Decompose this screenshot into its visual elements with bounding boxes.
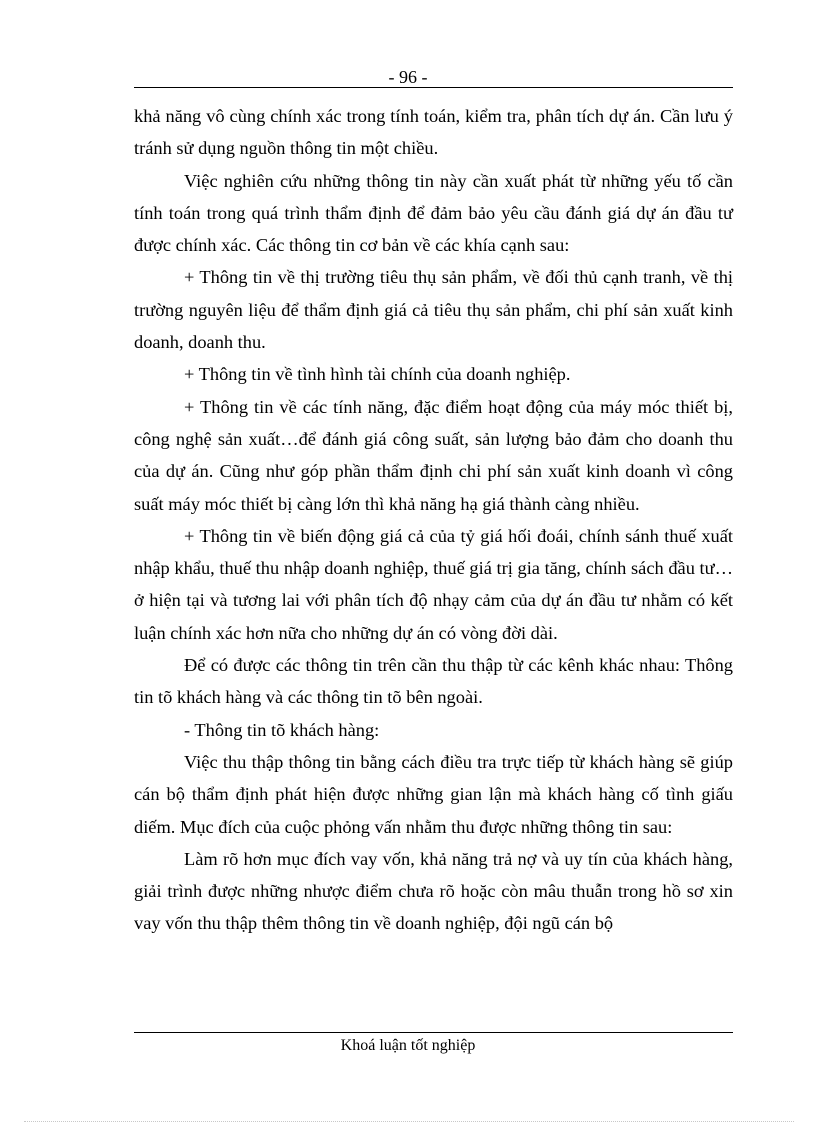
header-rule [134,87,733,88]
paragraph-8: - Thông tin tõ khách hàng: [184,719,380,740]
footer-text: Khoá luận tốt nghiệp [340,1037,476,1054]
page-edge-divider [24,1121,794,1122]
paragraph-1: khả năng vô cùng chính xác trong tính toán, kiểm tra, phân tích dự án. Cần lưu ý tránh sử dụng nguồn thông tin một chiều. [134,106,733,159]
paragraph-2: Việc nghiên cứu những thông tin này cần xuất phát từ những yếu tố cần tính toán trong quá trình thẩm định để đảm bảo yêu cầu đánh giá dự án đầu tư được chính xác. Các thông tin cơ bản về các khía cạnh sau: [134,170,733,256]
footer-rule [134,1032,733,1033]
paragraph-3: + Thông tin về thị trường tiêu thụ sản phẩm, về đối thủ cạnh tranh, về thị trường nguyên liệu để thẩm định giá cả tiêu thụ sản phẩm, chi phí sản xuất kinh doanh, doanh thu. [134,267,733,353]
paragraph-10: Làm rõ hơn mục đích vay vốn, khả năng trả nợ và uy tín của khách hàng, giải trình được những nhược điểm chưa rõ hoặc còn mâu thuẫn trong hồ sơ xin vay vốn thu thập thêm thông tin về doanh nghiệp, đội ngũ cán bộ [134,848,733,934]
page-number: - 96 - [388,67,428,87]
paragraph-7: Để có được các thông tin trên cần thu thập từ các kênh khác nhau: Thông tin tõ khách hàng và các thông tin tõ bên ngoài. [134,655,733,708]
paragraph-6: + Thông tin về biến động giá cả của tỷ giá hối đoái, chính sánh thuế xuất nhập khẩu, thuế thu nhập doanh nghiệp, thuế giá trị gia tăng, chính sách đầu tư…ở hiện tại và tương lai với phân tích độ nhạy cảm của dự án đầu tư nhằm có kết luận chính xác hơn nữa cho những dự án có vòng đời dài. [134,525,733,643]
paragraph-5: + Thông tin về các tính năng, đặc điểm hoạt động của máy móc thiết bị, công nghệ sản xuất…để đánh giá công suất, sản lượng bảo đảm cho doanh thu của dự án. Cũng như góp phần thẩm định chi phí sản xuất kinh doanh vì công suất máy móc thiết bị càng lớn thì khả năng hạ giá thành càng nhiều. [134,396,733,514]
body-text [134,100,733,940]
paragraph-9: Việc thu thập thông tin bằng cách điều tra trực tiếp từ khách hàng sẽ giúp cán bộ thẩm định phát hiện được những gian lận mà khách hàng cố tình giấu diếm. Mục đích của cuộc phỏng vấn nhằm thu được những thông tin sau: [134,751,733,837]
paragraph-4: + Thông tin về tình hình tài chính của doanh nghiệp. [184,364,571,385]
